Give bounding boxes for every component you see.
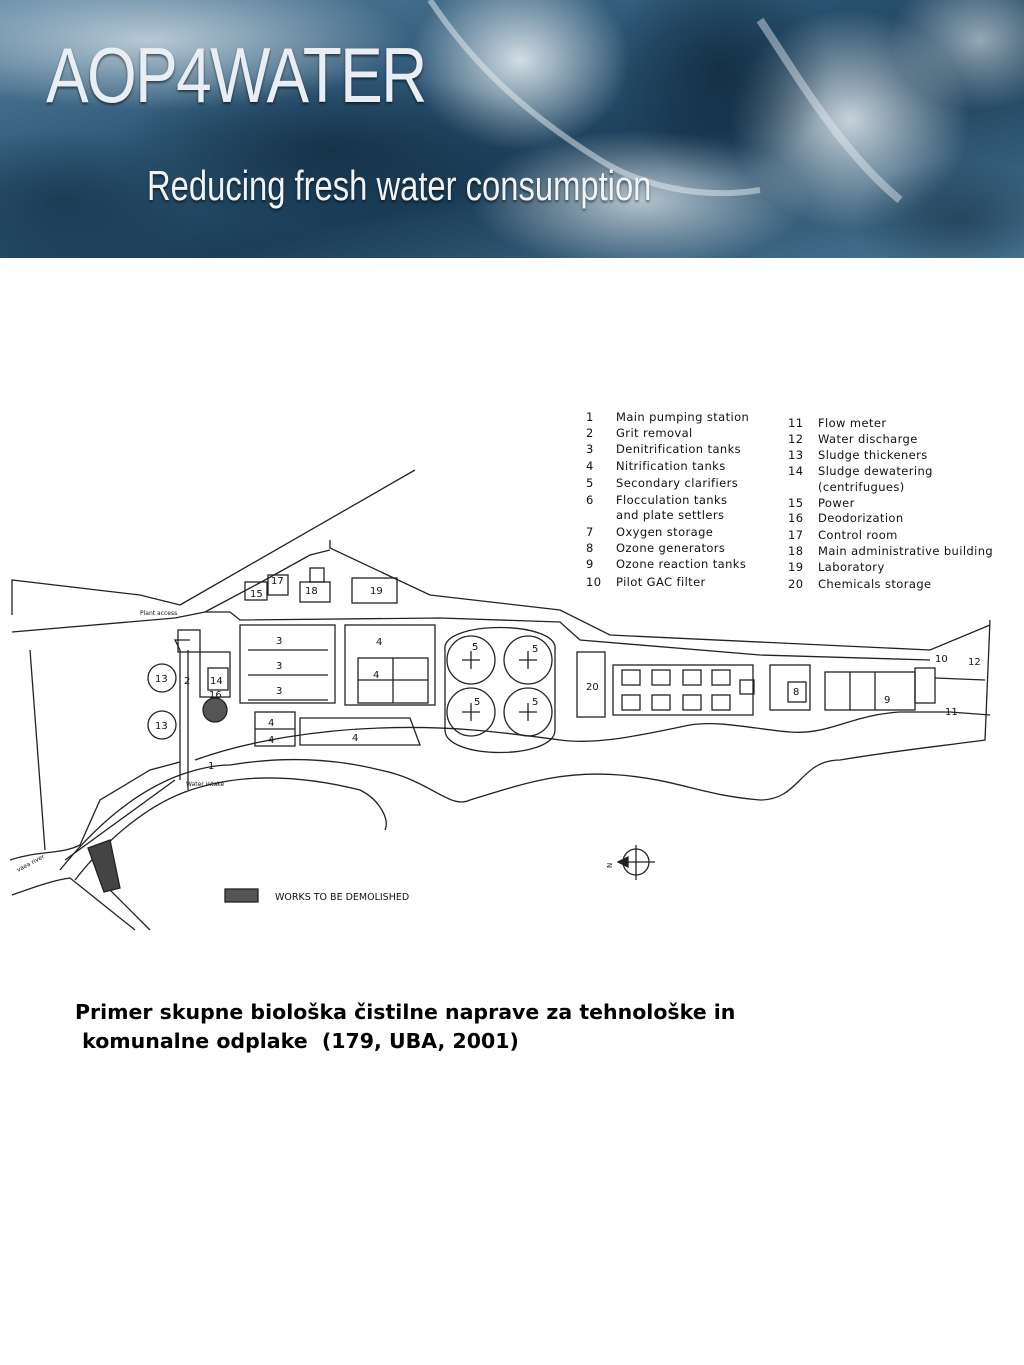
svg-text:4: 4 bbox=[373, 670, 380, 681]
demolish-hatch bbox=[88, 840, 120, 892]
svg-text:18: 18 bbox=[305, 586, 318, 597]
svg-text:17: 17 bbox=[271, 576, 284, 587]
svg-text:2: 2 bbox=[184, 676, 191, 687]
svg-text:8: 8 bbox=[793, 687, 800, 698]
svg-text:4: 4 bbox=[268, 718, 275, 729]
plant-access-label: Plant access bbox=[140, 610, 178, 617]
svg-text:3: 3 bbox=[276, 661, 283, 672]
svg-text:3: 3 bbox=[276, 686, 283, 697]
caption-line-1: Primer skupne biološka čistilne naprave za tehnološke in bbox=[75, 1000, 736, 1024]
demolish-legend-label: WORKS TO BE DEMOLISHED bbox=[275, 892, 410, 903]
svg-text:1: 1 bbox=[208, 761, 215, 772]
svg-text:15: 15 bbox=[250, 589, 263, 600]
river-label: vaea river bbox=[15, 853, 46, 874]
demolish-legend-swatch bbox=[225, 889, 258, 902]
water-intake-label: Water intake bbox=[186, 781, 225, 788]
svg-text:12: 12 bbox=[968, 657, 981, 668]
svg-text:16: 16 bbox=[209, 690, 222, 701]
svg-text:4: 4 bbox=[268, 735, 275, 746]
road-boundary bbox=[180, 470, 415, 605]
svg-text:5: 5 bbox=[532, 697, 539, 708]
banner-subtitle: Reducing fresh water consumption bbox=[147, 162, 652, 209]
svg-text:19: 19 bbox=[370, 586, 383, 597]
banner-title: AOP4WATER bbox=[46, 31, 426, 119]
svg-text:5: 5 bbox=[474, 697, 481, 708]
figure-caption bbox=[75, 998, 855, 1056]
svg-text:13: 13 bbox=[155, 674, 168, 685]
plan-legend: 1 Main pumping station 2 Grit removal 3 Denitrification tanks 4 Nitrification tanks 5 Secondary clarifiers 6 Flocculation tanks and plate settlers 7 Oxygen storage 8 Ozone generators 9 Ozone reaction tanks 10 Pilot GAC filter 11 Flow meter 12 Water discharge 13 Sludge thickeners 14 Sludge dewatering (centrifugues) 15 Power 16 Deodorization 17 Control room 18 Main administrative building 19 Laboratory 20 Chemicals storage bbox=[586, 410, 994, 591]
svg-text:5: 5 bbox=[532, 644, 539, 655]
svg-text:11: 11 bbox=[945, 707, 958, 718]
svg-text:4: 4 bbox=[352, 733, 359, 744]
north-label: N bbox=[606, 862, 614, 868]
svg-text:13: 13 bbox=[155, 721, 168, 732]
svg-text:10: 10 bbox=[935, 654, 948, 665]
svg-text:5: 5 bbox=[472, 642, 479, 653]
caption-line-2: komunalne odplake (179, UBA, 2001) bbox=[75, 1029, 519, 1053]
svg-text:20: 20 bbox=[586, 682, 599, 693]
header-banner bbox=[0, 0, 1024, 258]
svg-text:4: 4 bbox=[376, 637, 383, 648]
svg-text:9: 9 bbox=[884, 695, 891, 706]
svg-text:14: 14 bbox=[210, 676, 223, 687]
svg-text:3: 3 bbox=[276, 636, 283, 647]
